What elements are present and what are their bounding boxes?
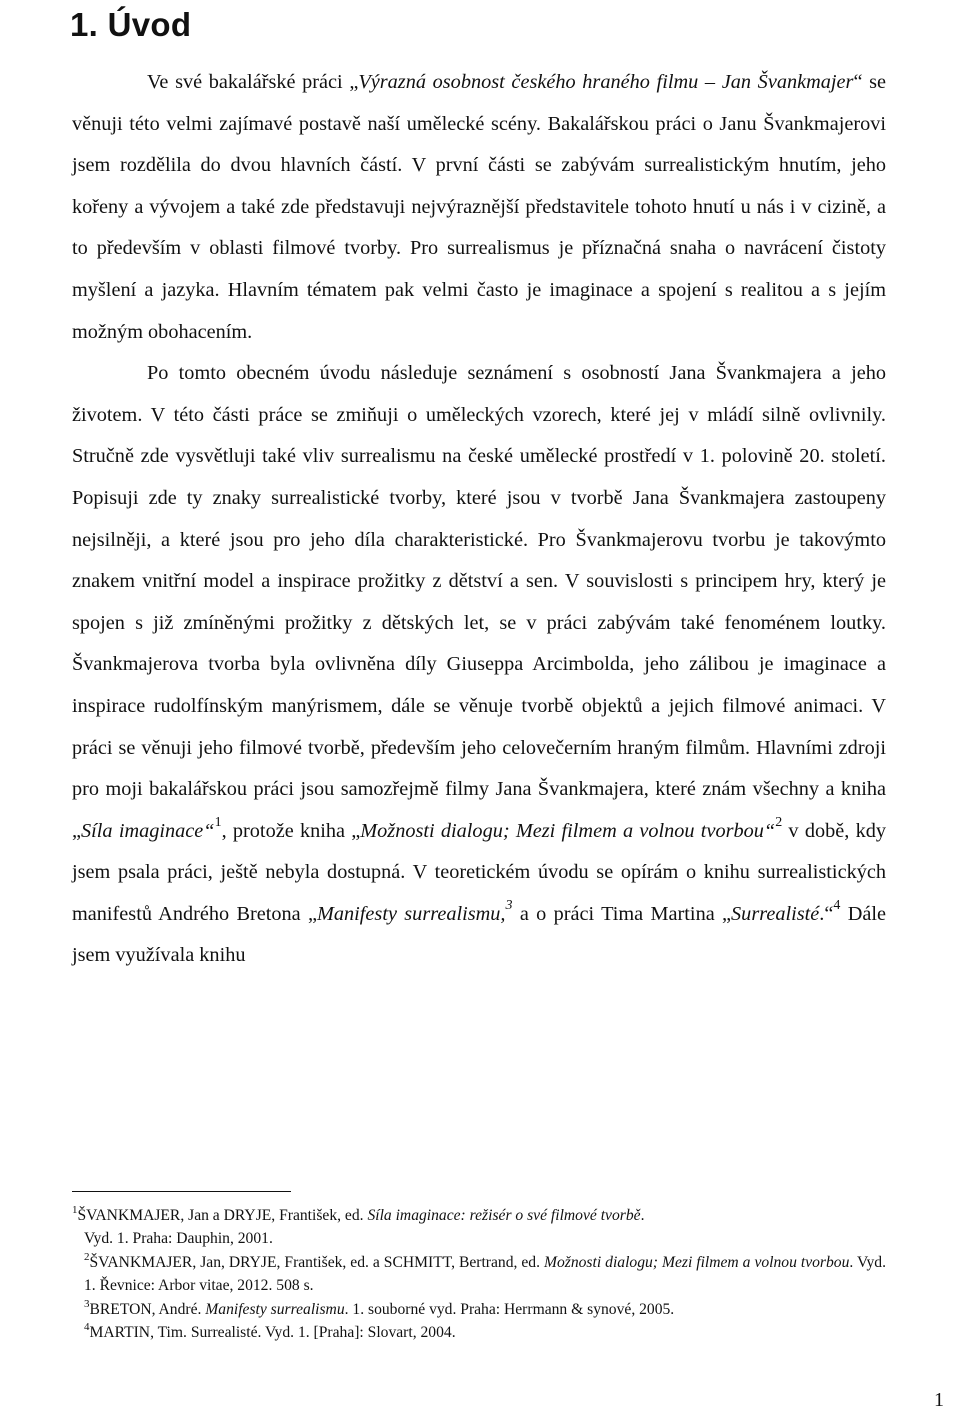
text-run: Dále jsem využívala knihu: [72, 902, 886, 967]
text-run: v době, kdy jsem psala práci, ještě nebyla dostupná. V teoretickém úvodu se opírám o knihu surrealistických manifestů Andrého Bretona „: [72, 819, 886, 925]
footnote-number: 3: [84, 1297, 90, 1310]
footnote-text: . 1. souborné vyd. Praha: Herrmann & synové, 2005.: [344, 1300, 675, 1318]
book-title-italic: Síla imaginace: [81, 819, 204, 842]
footnote-3: [72, 1298, 886, 1321]
footnote-ref-1[interactable]: 1: [214, 814, 222, 830]
footnote-ref-3[interactable]: 3: [505, 897, 513, 913]
paragraph-2: Po tomto obecném úvodu následuje seznámení s osobností Jana Švankmajera a jeho životem. V této části práce se zmiňuji o uměleckých vzorech, které jej v mládí silně ovlivnily. Stručně zde vysvětluji také vliv surrealismu na české umělecké prostředí v 1. polovině 20. století. Popisuji zde ty znaky surrealistické tvorby, které jsou v tvorbě Jana Švankmajera zastoupeny nejsilněji, a které jsou pro jeho díla charakteristické. Pro Švankmajerovu tvorbu je takovýmto znakem vnitřní model a inspirace prožitky z dětství a sen. V souvislosti s principem hry, který je spojen s již zmíněnými prožitky z dětských let, se v práci zabývám také fenoménem loutky. Švankmajerova tvorba byla ovlivněna díly Giuseppa Arcimbolda, jeho zálibou je imaginace a inspirace rudolfínským manýrismem, dále se věnuje tvorbě objektů a jejich filmové animaci. V práci se věnuji jeho filmové tvorbě, především jeho celovečerním hraným filmům. Hlavními zdroji pro moji bakalářskou práci jsou samozřejmě filmy Jana Švankmajera, které znám všechny a kniha „Síla imaginace“$^1$, protože kniha „Možnosti dialogu; Mezi filmem a volnou tvorbou“$^2$ v době, kdy jsem psala práci, ještě nebyla dostupná. V teoretickém úvodu se opírám o knihu surrealistických manifestů Andrého Bretona „Manifesty surrealismu,$^3$ a o práci Tima Martina „Surrealisté.“$^4$ Dále jsem využívala knihu: [72, 362, 886, 967]
paragraph-1: [72, 62, 886, 353]
text-run: a o práci Tima Martina „: [512, 902, 732, 925]
body-text: [72, 62, 886, 977]
footnote-text: ŠVANKMAJER, Jan, DRYJE, František, ed. a SCHMITT, Bertrand, ed.: [89, 1253, 544, 1271]
footnote-text: MARTIN, Tim. Surrealisté. Vyd. 1. [Praha]: Slovart, 2004.: [89, 1324, 456, 1342]
footnote-text-continued: Vyd. 1. Praha: Dauphin, 2001.: [84, 1230, 273, 1248]
footnote-title-italic: Možnosti dialogu; Mezi filmem a volnou tvorbou: [543, 1253, 850, 1271]
footnote-number: 4: [84, 1321, 90, 1334]
footnote-title-italic: Síla imaginace: režisér o své filmové tvorbě: [367, 1207, 641, 1224]
text-run: Ve své bakalářské práci „: [147, 71, 359, 93]
footnote-ref-4[interactable]: 4: [833, 897, 841, 913]
footnote-separator: [72, 1191, 291, 1192]
book-title-italic: Manifesty surrealismu,: [316, 902, 506, 925]
footnote-text: .: [640, 1207, 645, 1224]
book-title-italic: Surrealisté: [731, 902, 820, 925]
footnote-number: 1: [72, 1204, 78, 1216]
text-run: , protože kniha „: [221, 819, 361, 842]
footnote-text: BRETON, André.: [89, 1300, 206, 1318]
footnote-2: [72, 1251, 886, 1298]
footnotes: [72, 1204, 886, 1344]
chapter-heading: 1. Úvod: [70, 6, 192, 43]
footnote-number: 2: [84, 1250, 90, 1263]
footnote-title-italic: Manifesty surrealismu: [205, 1300, 345, 1318]
footnote-1: [72, 1204, 886, 1251]
text-run: Po tomto obecném úvodu následuje seznámení s osobností Jana Švankmajera a jeho životem. V této části práce se zmiňuji o uměleckých vzorech, které jej v mládí silně ovlivnily. Stručně zde vysvětluji také vliv surrealismu na české umělecké prostředí v 1. polovině 20. století. Popisuji zde ty znaky surrealistické tvorby, které jsou v tvorbě Jana Švankmajera zastoupeny nejsilněji, a které jsou pro jeho díla charakteristické. Pro Švankmajerovu tvorbu je takovýmto znakem vnitřní model a inspirace prožitky z dětství a sen. V souvislosti s principem hry, který je spojen s již zmíněnými prožitky z dětských let, se v práci zabývám také fenoménem loutky. Švankmajerova tvorba byla ovlivněna díly Giuseppa Arcimbolda, jeho zálibou je imaginace a inspirace rudolfínským manýrismem, dále se věnuje tvorbě objektů a jejich filmové animaci. V práci se věnuji jeho filmové tvorbě, především jeho celovečerním hraným filmům. Hlavními zdroji pro moji bakalářskou práci jsou samozřejmě filmy Jana Švankmajera, které znám všechny a kniha „: [72, 362, 886, 842]
footnote-text: ŠVANKMAJER, Jan a DRYJE, František, ed.: [77, 1207, 368, 1224]
book-title-italic: Možnosti dialogu; Mezi filmem a volnou tvorbou: [360, 819, 764, 842]
footnote-ref-2[interactable]: 2: [775, 814, 783, 830]
footnote-4: [72, 1321, 886, 1344]
page-number: 1: [934, 1389, 944, 1411]
thesis-title-italic: Výrazná osobnost českého hraného filmu – Jan Švankmajer: [358, 71, 854, 93]
footnote-text: . Vyd. 1. Řevnice: Arbor vitae, 2012. 508 s.: [84, 1253, 886, 1295]
text-run: “ se věnuji této velmi zajímavé postavě naší umělecké scény. Bakalářskou práci o Janu Švankmajerovi jsem rozdělila do dvou hlavních částí. V první části se zabývám surrealistickým hnutím, jeho kořeny a vývojem a také zde představuji nejvýraznější představitele tohoto hnutí u nás i v cizině, a to především v oblasti filmové tvorby. Pro surrealismus je příznačná snaha o navrácení čistoty myšlení a jazyka. Hlavním tématem pak velmi často je imaginace a spojení s realitou a s jejím možným obohacením.: [72, 71, 887, 343]
text-run: .“: [819, 902, 834, 925]
